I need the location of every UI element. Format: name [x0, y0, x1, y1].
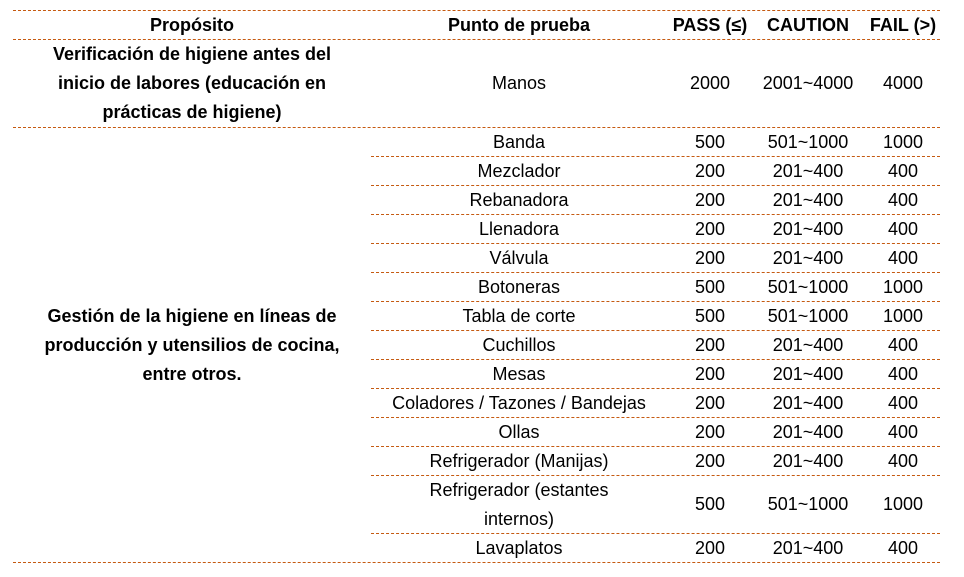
- pass-value: 200: [694, 189, 726, 210]
- test-point: Ollas: [498, 421, 540, 442]
- caution-value: 201~400: [772, 218, 844, 239]
- fail-value: 400: [887, 247, 919, 268]
- purpose-group-1: Verificación de higiene antes del inicio de labores (educación en prácticas de higiene): [52, 44, 332, 122]
- caution-value: 201~400: [772, 450, 844, 471]
- fail-value: 1000: [882, 494, 924, 514]
- caution-value: 501~1000: [767, 494, 849, 514]
- test-point: Llenadora: [478, 218, 560, 239]
- fail-value: 400: [887, 450, 919, 471]
- test-point: Banda: [492, 131, 546, 152]
- test-point: Refrigerador (Manijas): [429, 450, 609, 471]
- pass-value: 200: [694, 334, 726, 355]
- caution-value: 201~400: [772, 334, 844, 355]
- pass-value: 500: [694, 494, 726, 514]
- fail-value: 1000: [882, 276, 924, 297]
- pass-value: 500: [694, 131, 726, 152]
- header-fail: FAIL (>): [869, 14, 937, 35]
- fail-value: 1000: [882, 131, 924, 152]
- test-point: Lavaplatos: [475, 537, 563, 558]
- fail-value: 400: [887, 421, 919, 442]
- caution-value: 201~400: [772, 160, 844, 181]
- test-point: Válvula: [489, 247, 549, 268]
- pass-value: 200: [694, 392, 726, 413]
- caution-value: 501~1000: [767, 276, 849, 297]
- pass-value: 200: [694, 537, 726, 558]
- purpose-group-2: Gestión de la higiene en líneas de producción y utensilios de cocina, entre otros.: [44, 305, 340, 384]
- pass-value: 200: [694, 160, 726, 181]
- fail-value: 400: [887, 160, 919, 181]
- header-test-point: Punto de prueba: [447, 14, 590, 35]
- test-point: Cuchillos: [482, 334, 556, 355]
- fail-value: 400: [887, 334, 919, 355]
- test-point: Mesas: [492, 363, 546, 384]
- caution-value: 501~1000: [767, 305, 849, 326]
- pass-value: 200: [694, 247, 726, 268]
- fail-value: 4000: [882, 73, 924, 93]
- pass-value: 500: [694, 276, 726, 297]
- header-purpose: Propósito: [150, 14, 234, 35]
- fail-value: 400: [887, 537, 919, 558]
- pass-value: 200: [694, 218, 726, 239]
- pass-value: 200: [694, 363, 726, 384]
- caution-value: 2001~4000: [762, 73, 854, 93]
- fail-value: 400: [887, 189, 919, 210]
- caution-value: 201~400: [772, 421, 844, 442]
- test-point: Rebanadora: [469, 189, 569, 210]
- pass-value: 500: [694, 305, 726, 326]
- pass-value: 2000: [689, 73, 731, 93]
- test-point: Mezclador: [477, 160, 561, 181]
- test-point: Refrigerador (estantes internos): [429, 479, 609, 529]
- pass-value: 200: [694, 421, 726, 442]
- caution-value: 201~400: [772, 247, 844, 268]
- header-pass: PASS (≤): [672, 14, 748, 35]
- fail-value: 400: [887, 363, 919, 384]
- caution-value: 501~1000: [767, 131, 849, 152]
- caution-value: 201~400: [772, 537, 844, 558]
- test-point: Tabla de corte: [462, 305, 576, 326]
- header-caution: CAUTION: [767, 14, 849, 35]
- caution-value: 201~400: [772, 392, 844, 413]
- test-point: Manos: [491, 73, 547, 93]
- fail-value: 400: [887, 392, 919, 413]
- pass-value: 200: [694, 450, 726, 471]
- fail-value: 400: [887, 218, 919, 239]
- test-point: Coladores / Tazones / Bandejas: [392, 392, 646, 413]
- fail-value: 1000: [882, 305, 924, 326]
- caution-value: 201~400: [772, 363, 844, 384]
- test-point: Botoneras: [477, 276, 561, 297]
- caution-value: 201~400: [772, 189, 844, 210]
